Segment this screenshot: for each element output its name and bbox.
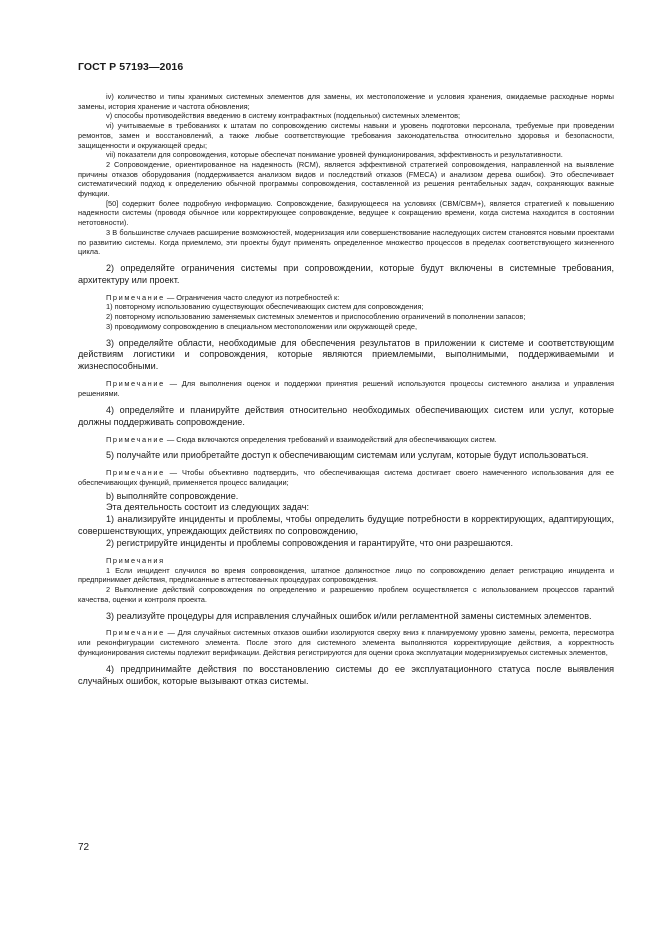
paragraph: iv) количество и типы хранимых системных элементов для замены, их местоположение и условия хранения, ожидаемые расходные нормы замены, история хранение и частота обновления; bbox=[78, 92, 614, 111]
document-header: ГОСТ Р 57193—2016 bbox=[78, 61, 184, 73]
note: Примечание — Для случайных системных отказов ошибки изолируются сверху вниз к планируемому уровню замены, ремонта, пересмотра или реконфигурации системного элемента. После этого для системного элемента выполняются корректирующие действия, а корректность функционирования системы подлежит верификации. Действия регистрируются для оценки срока эксплуатации модернизируемых системных элементов, bbox=[78, 628, 614, 657]
paragraph: 2) определяйте ограничения системы при сопровождении, которые будут включены в системные требования, архитектуру или проект. bbox=[78, 262, 614, 285]
paragraph: 2 Сопровождение, ориентированное на надежность (RCM), является эффективной стратегией сопровождения, направленной на выявление причины отказов оборудования (поддерживается анализом видов и последствий отказов (FMECA) и анализом дерева ошибок). Это обеспечивает систематический подход к определению обычной программы сопровождения, составленной из решения рентабельных задач, сохраняющих важные функции. bbox=[78, 159, 614, 199]
paragraph: 5) получайте или приобретайте доступ к обеспечивающим системам или услугам, которые будут использоваться. bbox=[106, 450, 589, 461]
paragraph: 1 Если инцидент случился во время сопровождения, штатное должностное лицо по сопровождению делает регистрацию инцидента и предпринимает действия, предписанные в аттестованных процедурах сопровождения. bbox=[78, 565, 614, 585]
paragraph: 2) регистрируйте инциденты и проблемы сопровождения и гарантируйте, что они разрешаются. bbox=[106, 538, 514, 549]
note-label: Примечание bbox=[106, 379, 165, 389]
paragraph: 3 В большинстве случаев расширение возможностей, модернизация или совершенствование наследующих систем становятся новыми проектами по развитию системы. Когда приемлемо, эти проекты будут применять определенное множество процессов в пределах соответствующего жизненного цикла. bbox=[78, 227, 614, 257]
paragraph: vi) учитываемые в требованиях к штатам по сопровождению системы навыки и уровень подготовки персонала, требуемые при проведении ремонтов, замен и восстановлений, а также любые соответствующие требования законодательства относительно здоровья и безопасности, защищенности и окружающей среды; bbox=[78, 121, 614, 150]
note-label: Примечание bbox=[106, 468, 165, 478]
note: Примечание — Ограничения часто следуют из потребностей к: bbox=[106, 292, 340, 302]
page-number: 72 bbox=[78, 842, 90, 853]
page-body bbox=[78, 92, 614, 687]
paragraph: v) способы противодействия введению в систему контрафактных (поддельных) системных элементов; bbox=[106, 111, 461, 121]
paragraph: [50] содержит более подробную информацию. Сопровождение, базирующееся на условиях (CBM/CBM+), является стратегией к повышению надежности системы (проводя обычное или корректирующее сопровождение, ведущее к сокращению времени, когда система находится в состоянии нетотовности). bbox=[78, 198, 614, 228]
paragraph: 3) проводимому сопровождению в специальном местоположении или окружающей среде, bbox=[106, 321, 418, 331]
note-label: Примечание bbox=[106, 434, 165, 444]
paragraph: 3) реализуйте процедуры для исправления случайных ошибок и/или регламентной замены системных элементов. bbox=[106, 610, 592, 621]
paragraph: 2 Выполнение действий сопровождения по определению и разрешению проблем осуществляется с использованием процессов гарантий качества, оценки и контроля проекта. bbox=[78, 585, 614, 604]
paragraph: vii) показатели для сопровождения, которые обеспечат понимание уровней функционирования, эффективность и результативности. bbox=[106, 150, 563, 160]
note: Примечание — Для выполнения оценок и поддержки принятия решений используются процессы системного анализа и управления решениями. bbox=[78, 379, 614, 398]
note-label: Примечание bbox=[106, 628, 165, 638]
paragraph: 3) определяйте области, необходимые для обеспечения результатов в приложении к системе и соответствующим действиям логистики и сопровождения, которые являются приемлемыми, выполнимыми, поддерживаемыми и жизнеспособными. bbox=[78, 337, 614, 372]
paragraph: 1) повторному использованию существующих обеспечивающих систем для сопровождения; bbox=[106, 302, 424, 312]
paragraph: 4) определяйте и планируйте действия относительно необходимых обеспечивающих систем или услуг, которые должны поддерживать сопровождение. bbox=[78, 404, 614, 427]
paragraph: 4) предпринимайте действия по восстановлению системы до ее эксплуатационного статуса после выявления случайных ошибок, которые вызывают отказ системы. bbox=[78, 663, 614, 686]
paragraph: 2) повторному использованию заменяемых системных элементов и приспособлению ограничений в пополнении запасов; bbox=[106, 312, 526, 322]
note-label: Примечание bbox=[106, 292, 165, 302]
note: Примечание — Чтобы объективно подтвердить, что обеспечивающая система достигает своего намеченного использования для ее обеспечивающих функций, применяется процесс валидации; bbox=[78, 468, 614, 487]
note: Примечание — Сюда включаются определения требований и взаимодействий для обеспечивающих систем. bbox=[106, 434, 497, 444]
notes-heading: Примечания bbox=[106, 556, 165, 566]
paragraph: 1) анализируйте инциденты и проблемы, чтобы определить будущие потребности в корректирующих, адаптирующих, совершенствующих, упреждающих действиях по сопровождению, bbox=[78, 514, 614, 537]
paragraph: Эта деятельность состоит из следующих задач: bbox=[106, 502, 309, 513]
paragraph: b) выполняйте сопровождение. bbox=[106, 490, 239, 501]
